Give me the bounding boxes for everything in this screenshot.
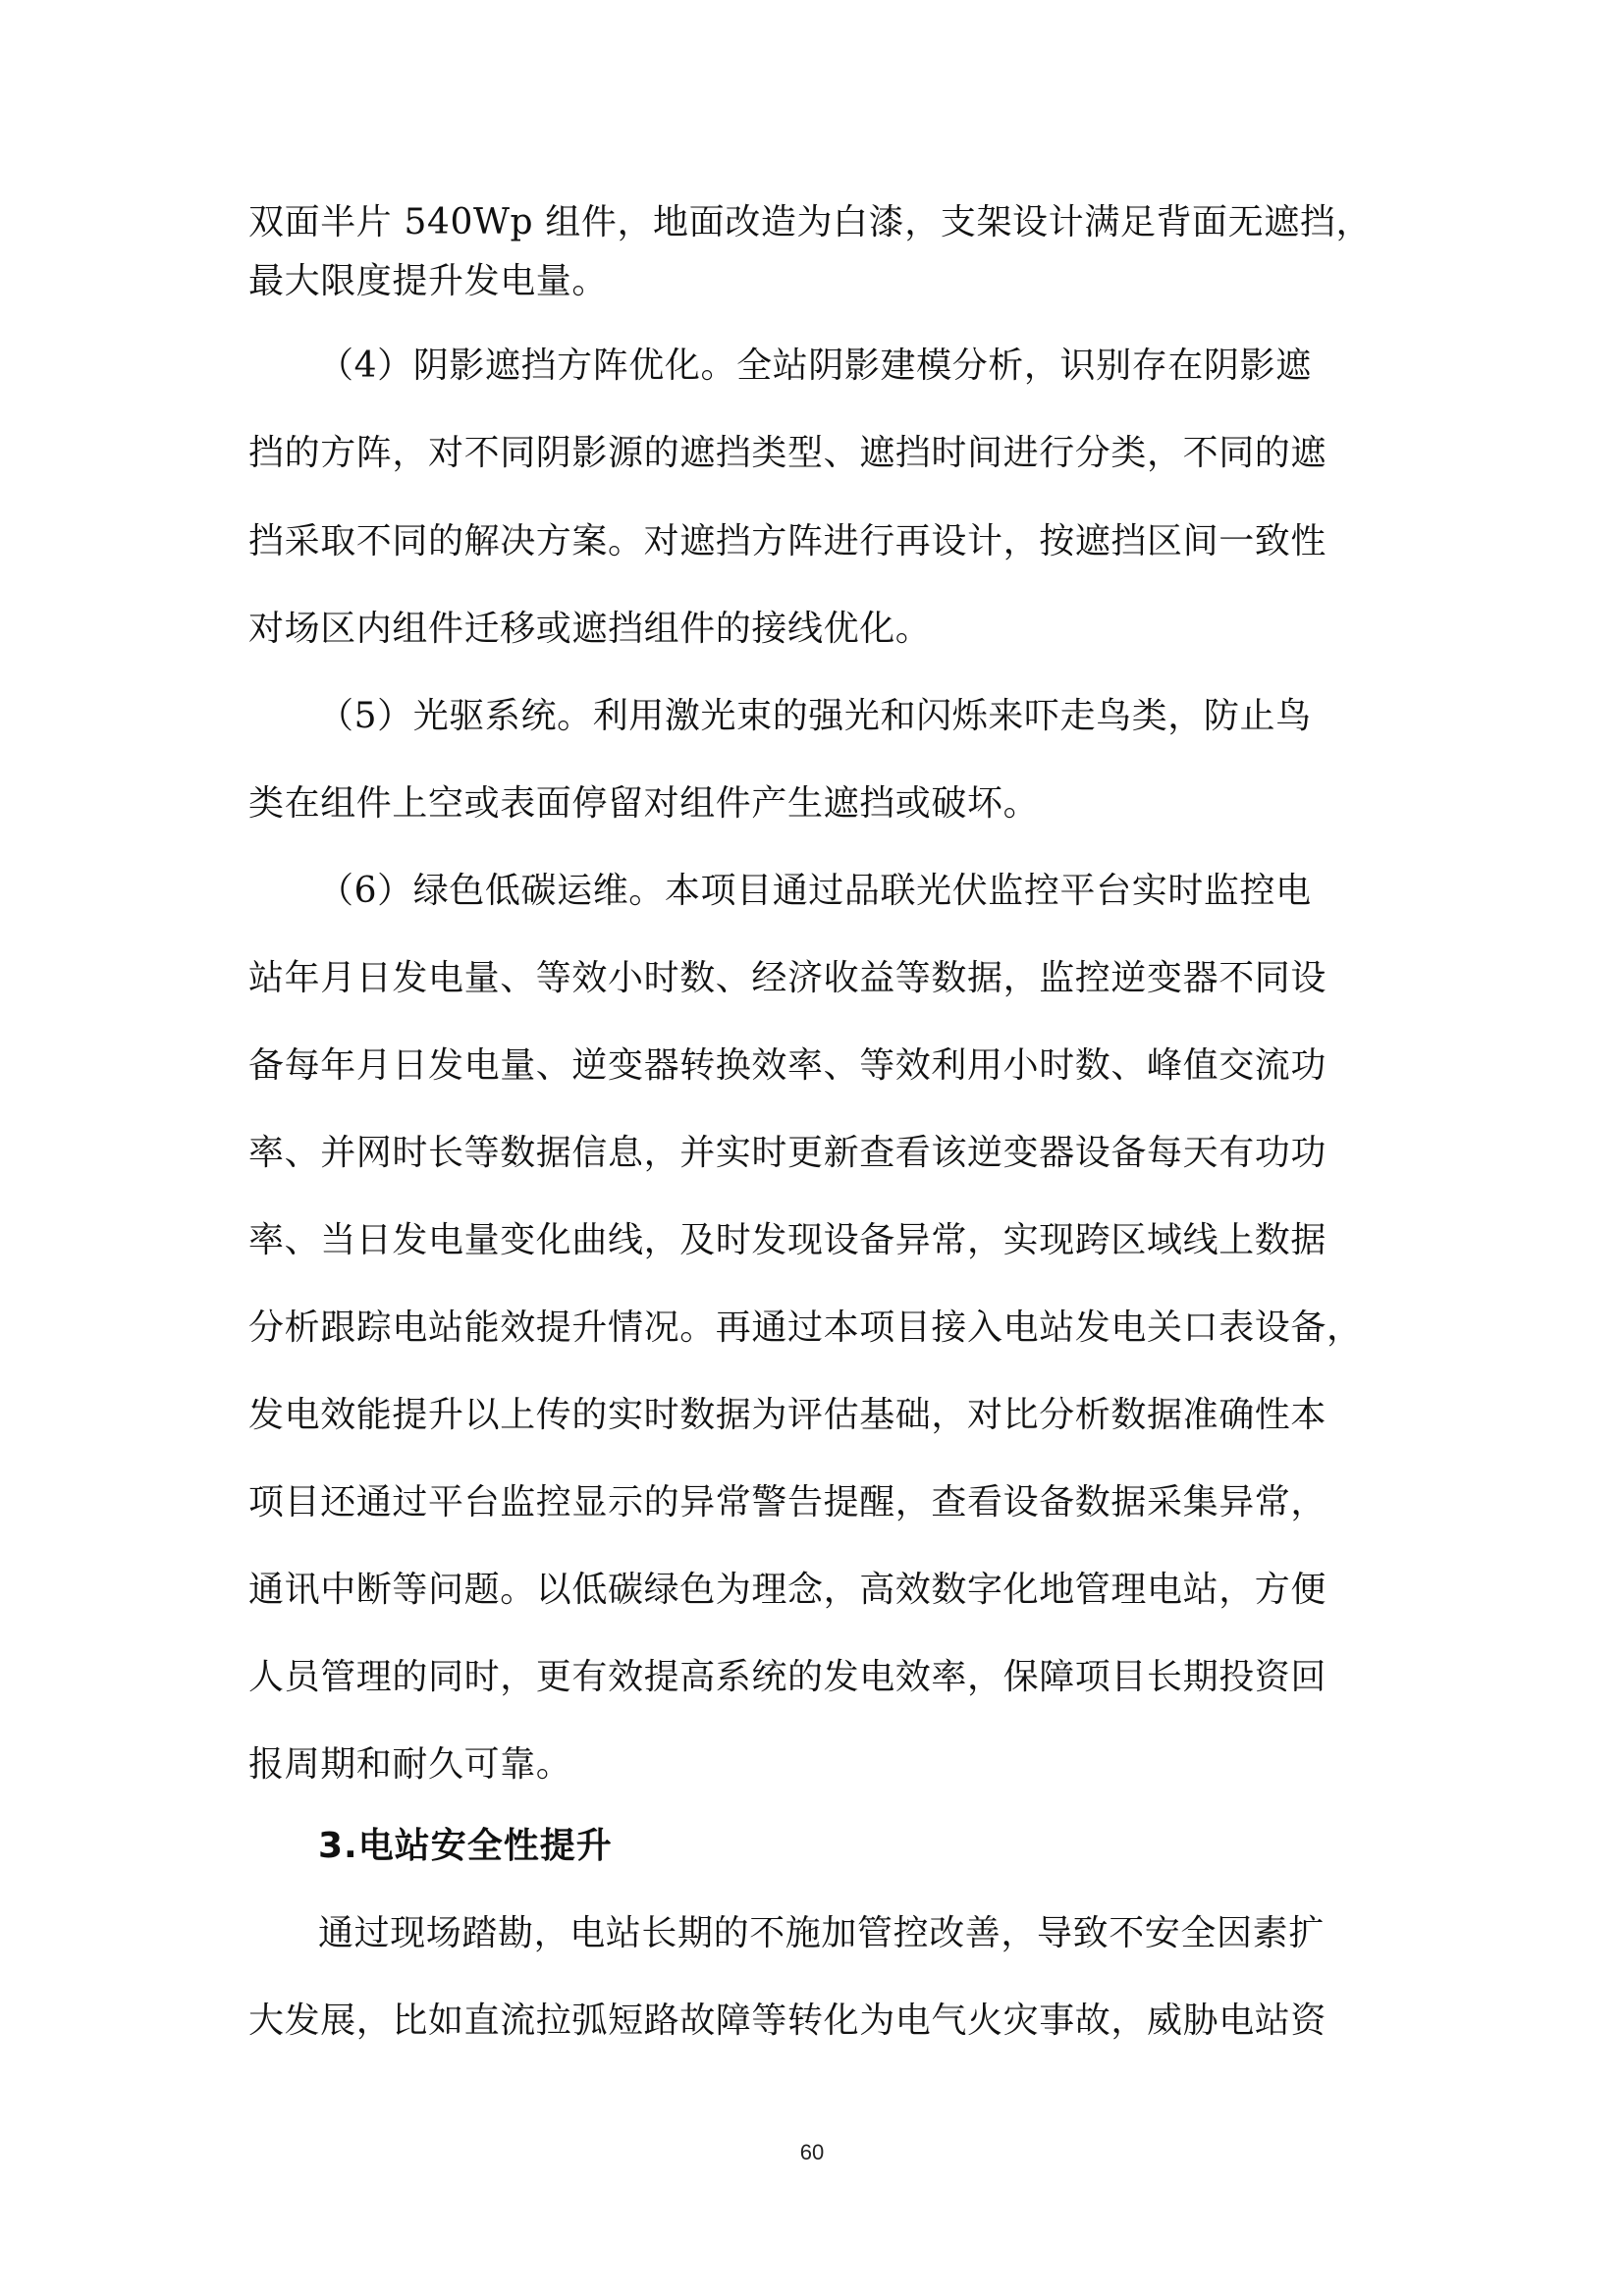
text-line: 备每年月日发电量、逆变器转换效率、等效利用小时数、峰值交流功 xyxy=(248,1045,1327,1086)
text-line: 大发展，比如直流拉弧短路故障等转化为电气火灾事故，威胁电站资 xyxy=(248,2001,1327,2041)
text-line: 对场区内组件迁移或遮挡组件的接线优化。 xyxy=(248,609,932,649)
text-line: 人员管理的同时，更有效提高系统的发电效率，保障项目长期投资回 xyxy=(248,1657,1327,1697)
text-line: 站年月日发电量、等效小时数、经济收益等数据，监控逆变器不同设 xyxy=(248,958,1327,998)
text-line: 挡采取不同的解决方案。对遮挡方阵进行再设计，按遮挡区间一致性 xyxy=(248,521,1327,561)
text-line: （6）绿色低碳运维。本项目通过品联光伏监控平台实时监控电 xyxy=(318,871,1312,911)
text-line: 类在组件上空或表面停留对组件产生遮挡或破坏。 xyxy=(248,783,1040,824)
text-line: 率、当日发电量变化曲线，及时发现设备异常，实现跨区域线上数据 xyxy=(248,1220,1327,1260)
text-line: 通讯中断等问题。以低碳绿色为理念，高效数字化地管理电站，方便 xyxy=(248,1570,1327,1610)
text-line: 最大限度提升发电量。 xyxy=(248,261,609,301)
text-line: 双面半片 540Wp 组件，地面改造为白漆，支架设计满足背面无遮挡， xyxy=(248,202,1373,242)
text-line: 发电效能提升以上传的实时数据为评估基础，对比分析数据准确性本 xyxy=(248,1395,1327,1435)
text-line: 通过现场踏勘，电站长期的不施加管控改善，导致不安全因素扩 xyxy=(318,1913,1325,1953)
text-line: 分析跟踪电站能效提升情况。再通过本项目接入电站发电关口表设备， xyxy=(248,1308,1363,1348)
text-line: 率、并网时长等数据信息，并实时更新查看该逆变器设备每天有功功 xyxy=(248,1133,1327,1173)
page-number: 60 xyxy=(799,2140,825,2164)
text-line: （5）光驱系统。利用激光束的强光和闪烁来吓走鸟类，防止鸟 xyxy=(318,696,1312,736)
text-line: 挡的方阵，对不同阴影源的遮挡类型、遮挡时间进行分类，不同的遮 xyxy=(248,433,1327,473)
section-heading: 3.电站安全性提升 xyxy=(318,1826,613,1866)
text-line: （4）阴影遮挡方阵优化。全站阴影建模分析，识别存在阴影遮 xyxy=(318,346,1312,386)
text-line: 报周期和耐久可靠。 xyxy=(248,1744,572,1785)
text-line: 项目还通过平台监控显示的异常警告提醒，查看设备数据采集异常， xyxy=(248,1482,1327,1522)
